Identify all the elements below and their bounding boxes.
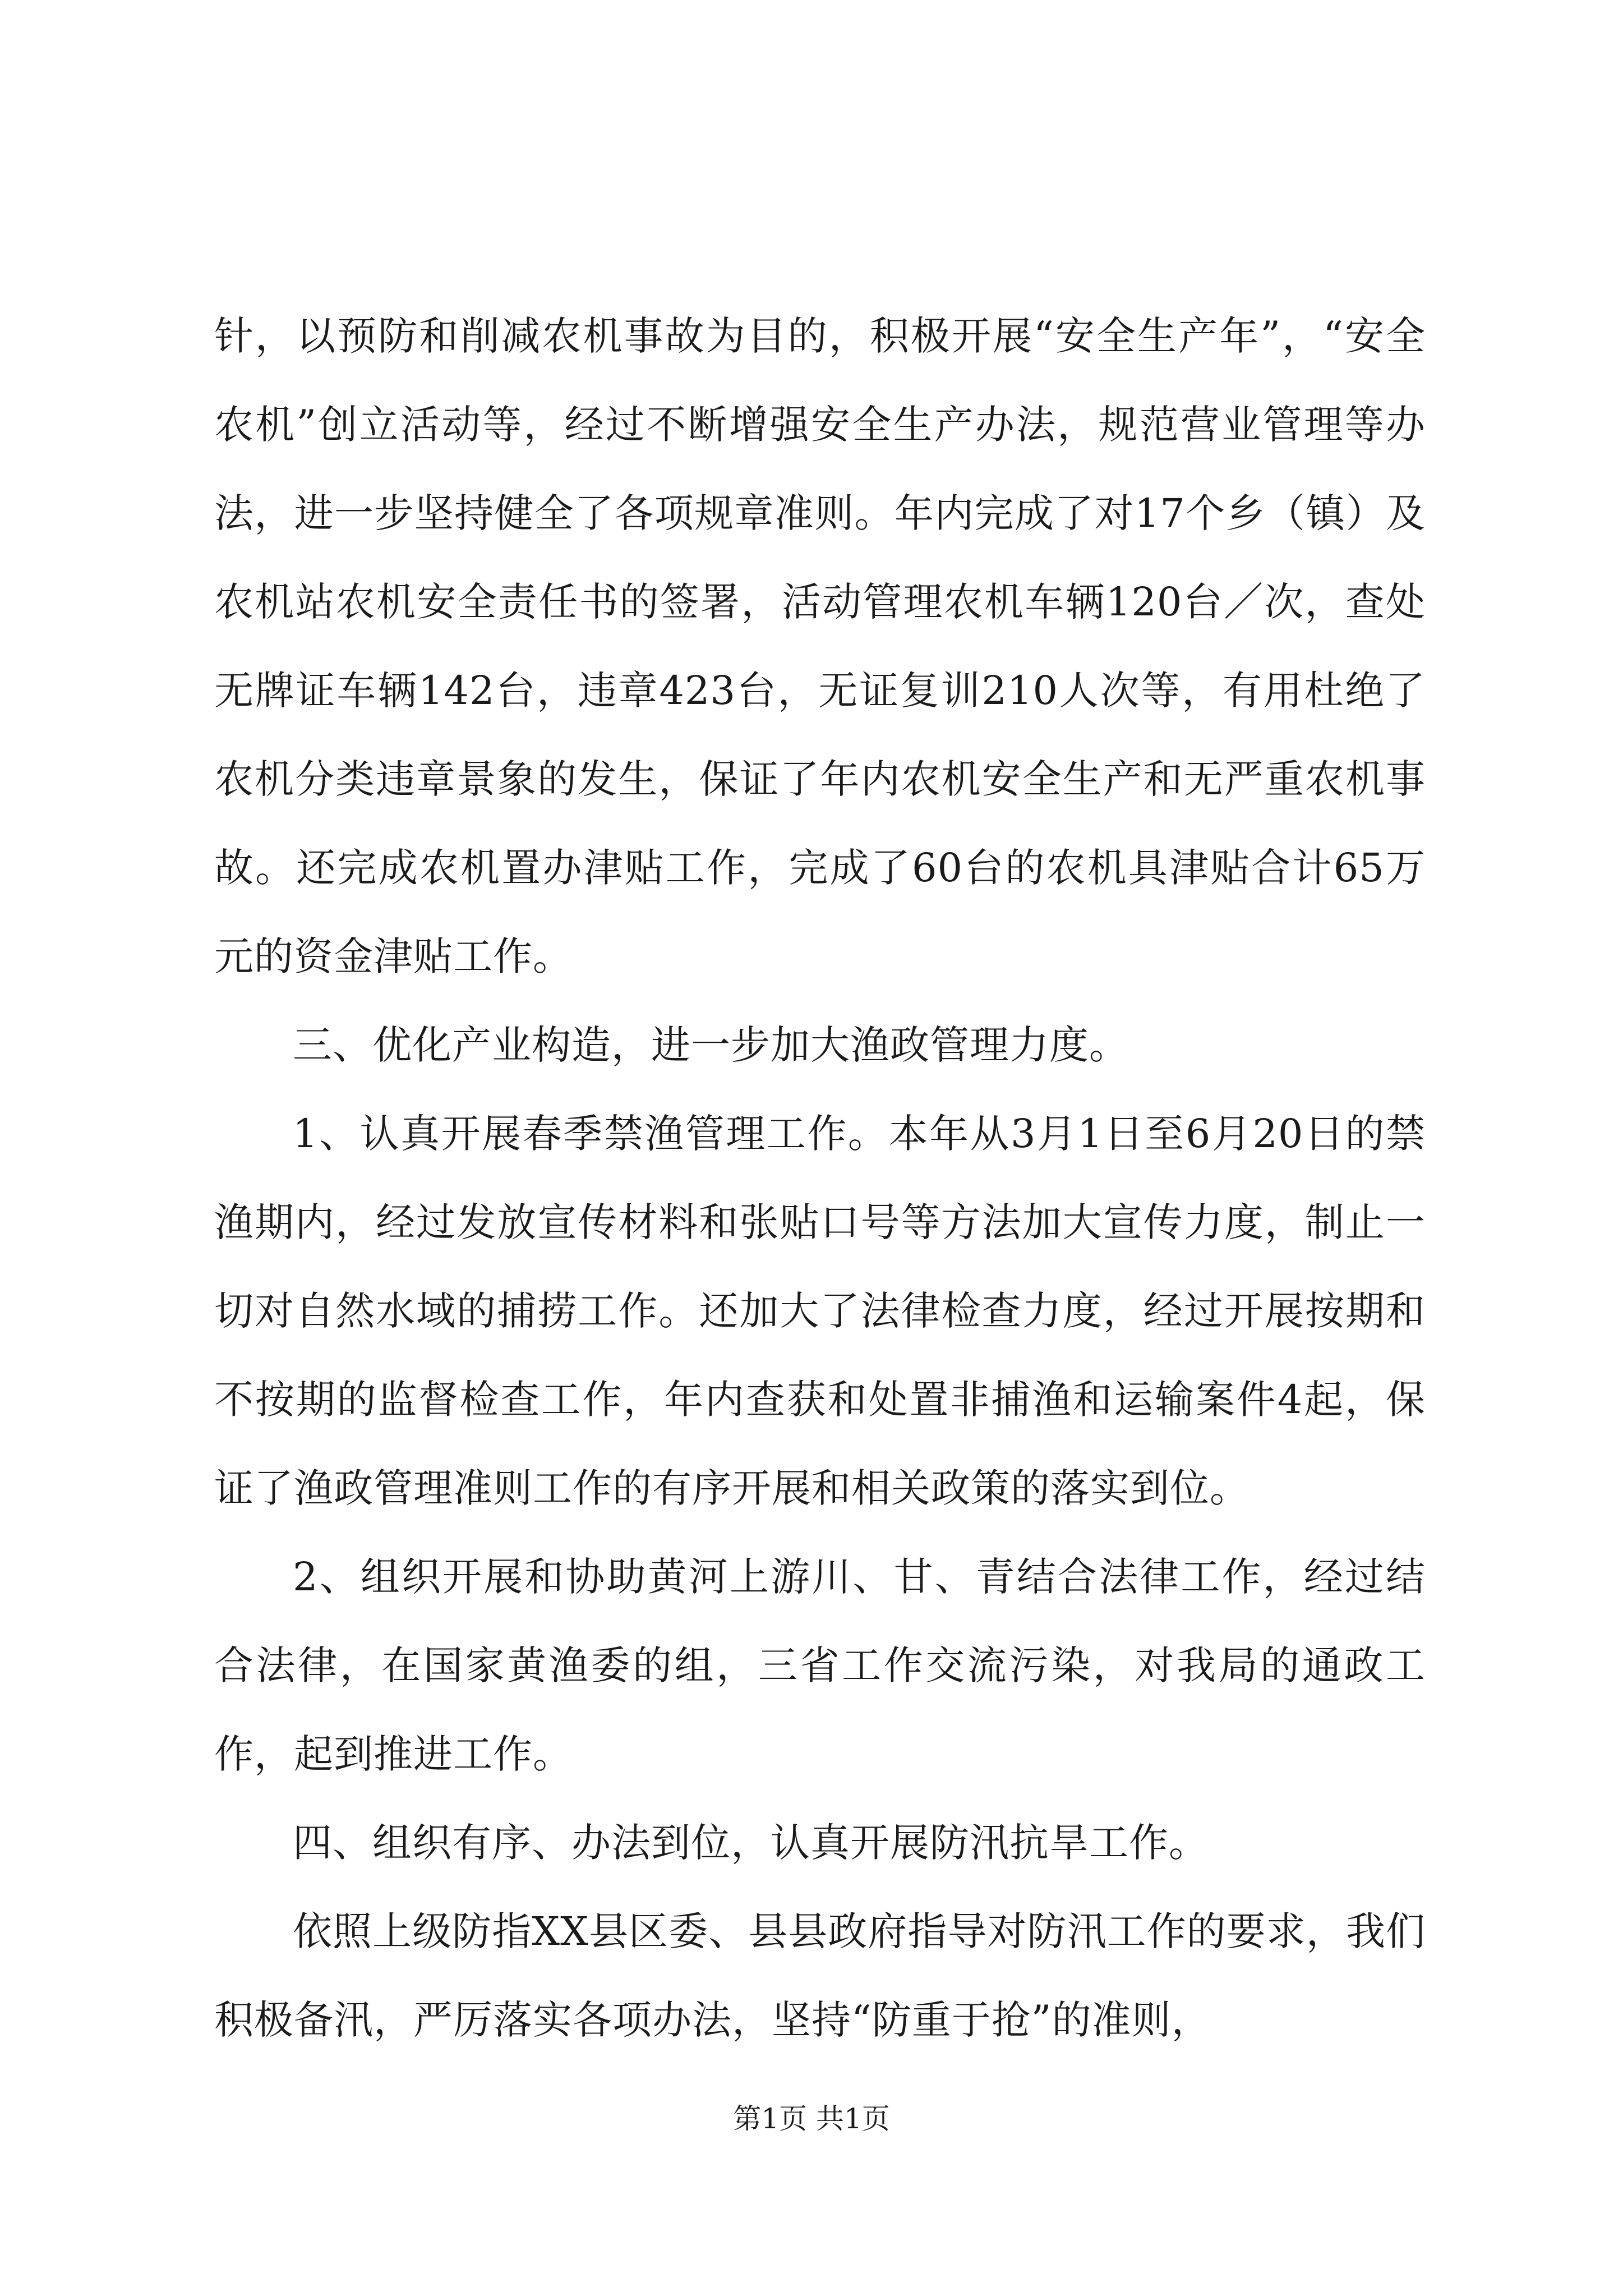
paragraph-item-2: 2、组织开展和协助黄河上游川、甘、青结合法律工作，经过结合法律，在国家黄渔委的组，三省工作交流污染，对我局的通政工作，起到推进工作。	[214, 1554, 1426, 1777]
section-heading-4: 四、组织有序、办法到位，认真开展防汛抗旱工作。	[293, 1820, 1209, 1866]
paragraph-continuation: 针，以预防和削减农机事故为目的，积极开展“安全生产年”，“安全农机”创立活动等，经过不断增强安全生产办法，规范营业管理等办法，进一步坚持健全了各项规章准则。年内完成了对17个乡（镇）及农机站农机安全责任书的签署，活动管理农机车辆120台／次，查处无牌证车辆142台，违章423台，无证复训210人次等，有用杜绝了农机分类违章景象的发生，保证了年内农机安全生产和无严重农机事故。还完成农机置办津贴工作，完成了60台的农机具津贴合计65万元的资金津贴工作。	[214, 313, 1426, 979]
paragraph-flood-control: 依照上级防指XX县区委、县县政府指导对防汛工作的要求，我们积极备汛，严厉落实各项办法，坚持“防重于抢”的准则，	[214, 1908, 1426, 2043]
document-body	[214, 292, 1426, 2064]
page-footer: 第1页 共1页	[733, 2102, 890, 2135]
paragraph-item-1: 1、认真开展春季禁渔管理工作。本年从3月1日至6月20日的禁渔期内，经过发放宣传材料和张贴口号等方法加大宣传力度，制止一切对自然水域的捕捞工作。还加大了法律检查力度，经过开展按期和不按期的监督检查工作，年内查获和处置非捕渔和运输案件4起，保证了渔政管理准则工作的有序开展和相关政策的落实到位。	[214, 1111, 1426, 1511]
section-heading-3: 三、优化产业构造，进一步加大渔政管理力度。	[293, 1022, 1129, 1068]
